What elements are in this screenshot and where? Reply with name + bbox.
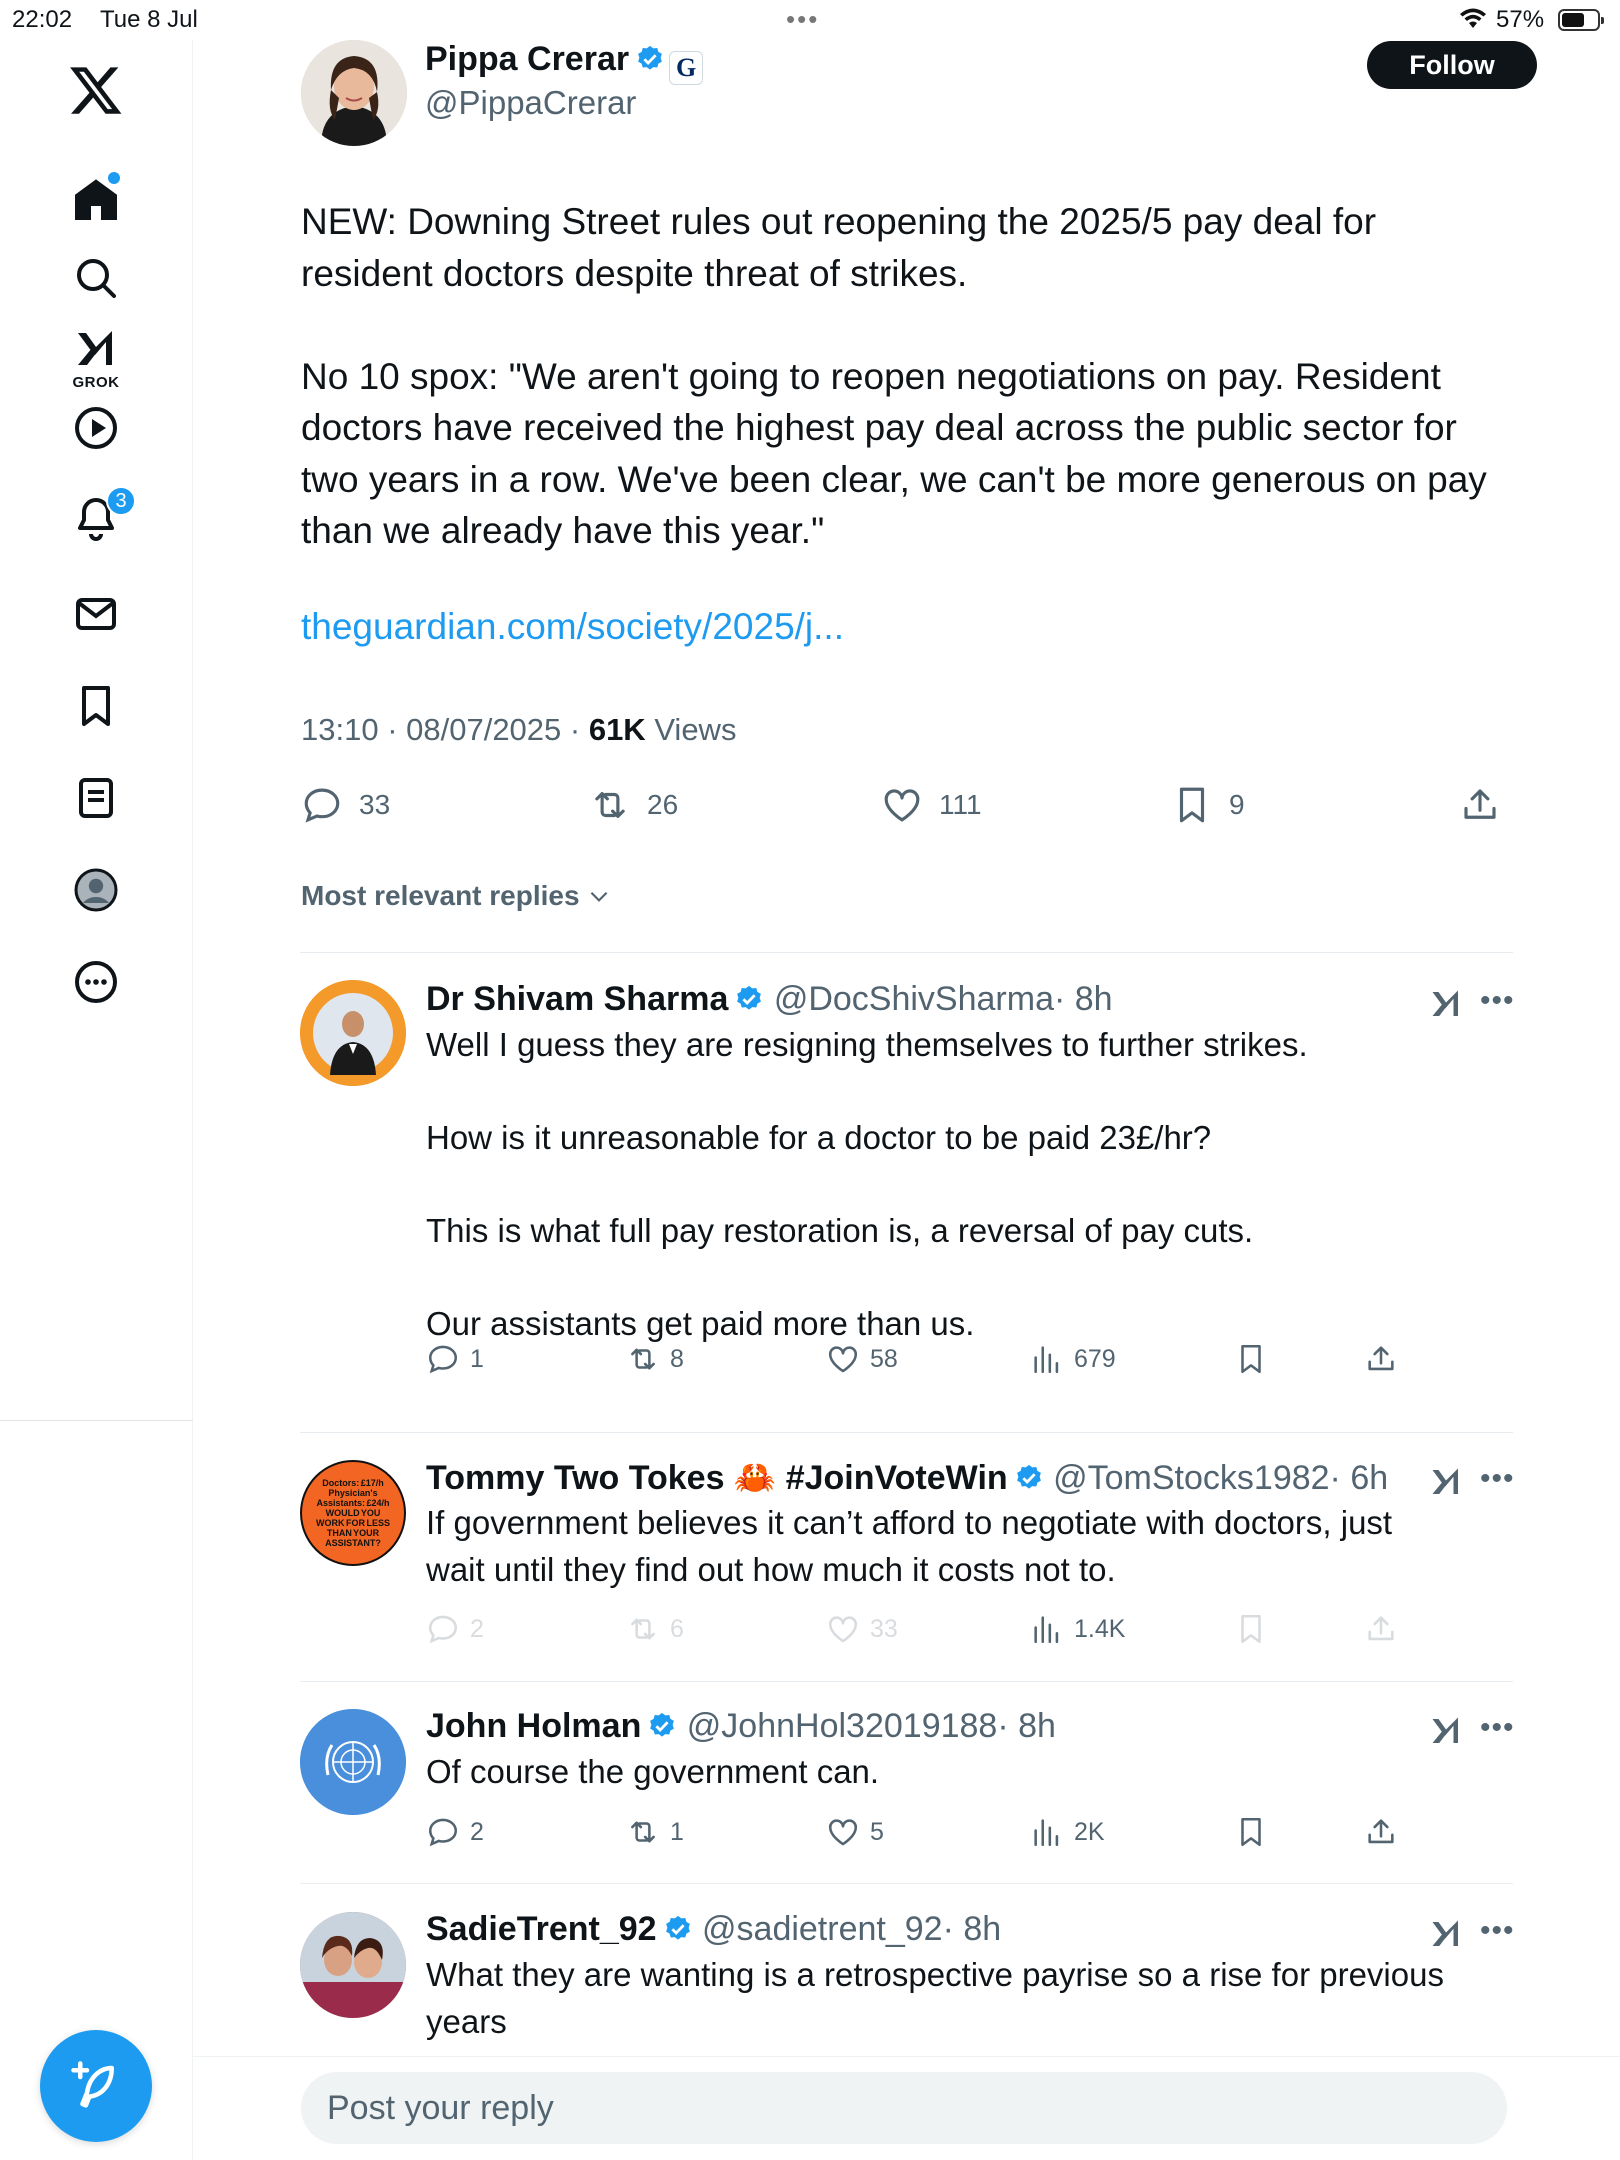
author-handle[interactable]: @PippaCrerar — [425, 84, 637, 121]
reply-header — [426, 1910, 1001, 1949]
heart-icon — [826, 1342, 860, 1376]
reply-author-name[interactable]: John Holman — [426, 1707, 642, 1745]
sidebar-item-bookmarks[interactable] — [60, 670, 132, 742]
reply-count: 33 — [359, 789, 391, 820]
tweet-link[interactable]: theguardian.com/society/2025/j... — [301, 606, 844, 647]
divider — [300, 1432, 1513, 1433]
reply-actions — [426, 1815, 1426, 1855]
bookmark-icon — [72, 682, 120, 730]
reply-author-name[interactable]: Dr Shivam Sharma — [426, 980, 729, 1018]
reply-avatar[interactable] — [300, 1460, 406, 1566]
reply-count: 2 — [470, 1817, 484, 1846]
author-name-row — [425, 40, 703, 85]
x-logo-icon[interactable] — [60, 54, 132, 126]
reply-icon — [426, 1612, 460, 1646]
reply-text: Well I guess they are resigning themselves to further strikes. How is it unreasonable for a doctor to be paid 23£/hr? This is what full pay restoration is, a reversal of pay cuts. Our assistants get paid more than us. — [426, 1026, 1308, 1342]
tweet-views-count: 61K — [588, 712, 646, 747]
reply-author-name[interactable]: SadieTrent_92 — [426, 1910, 657, 1948]
reply-icon — [426, 1342, 460, 1376]
analytics-icon — [1030, 1815, 1064, 1849]
sidebar-item-more[interactable] — [60, 946, 132, 1018]
bookmark-icon — [1234, 1342, 1268, 1376]
reply-header — [426, 1458, 1388, 1498]
reply-icon — [301, 784, 343, 826]
bookmark-icon — [1234, 1815, 1268, 1849]
multitask-dots-icon[interactable]: ••• — [786, 4, 820, 34]
status-time: 22:02 — [12, 6, 73, 33]
share-icon — [1364, 1815, 1398, 1849]
un-emblem-icon — [300, 1709, 406, 1815]
sidebar-item-search[interactable] — [60, 242, 132, 314]
views-count: 1.4K — [1074, 1614, 1126, 1643]
verified-badge-icon — [647, 1711, 677, 1741]
tweet-meta — [301, 712, 736, 748]
heart-icon — [826, 1612, 860, 1646]
share-icon — [1459, 784, 1501, 826]
repost-count: 6 — [670, 1614, 684, 1643]
reply-count: 1 — [470, 1344, 484, 1373]
like-count: 33 — [870, 1614, 898, 1643]
bookmark-icon — [1171, 784, 1213, 826]
notifications-badge: 3 — [106, 486, 136, 516]
verified-badge-icon — [663, 1914, 693, 1944]
bookmark-count: 9 — [1229, 789, 1245, 820]
reply-avatar[interactable] — [300, 1709, 406, 1815]
author-name[interactable]: Pippa Crerar — [425, 40, 630, 78]
repost-button[interactable] — [626, 1815, 684, 1849]
share-button[interactable] — [1364, 1612, 1408, 1646]
replies-sort-label: Most relevant replies — [301, 880, 580, 911]
sidebar — [0, 40, 193, 2160]
divider — [300, 952, 1513, 953]
reply-text: If government believes it can’t afford to negotiate with doctors, just wait until they find out how much it costs not to. — [426, 1504, 1393, 1588]
more-options-icon[interactable]: ••• — [1480, 1711, 1515, 1744]
reply-header — [426, 980, 1113, 1019]
divider — [300, 1681, 1513, 1682]
repost-count: 1 — [670, 1817, 684, 1846]
reply-text: Of course the government can. — [426, 1753, 880, 1790]
tweet-text: NEW: Downing Street rules out reopening the 2025/5 pay deal for resident doctors despite threat of strikes. No 10 spox: "We aren't going to reopen negotiations on pay. Resident doctors have received the highest pay deal across the public sector for two years in a row. We've been clear, we can't be more generous on pay than we already have this year." — [301, 201, 1487, 551]
chevron-down-icon — [586, 883, 612, 909]
sidebar-item-articles[interactable] — [60, 762, 132, 834]
article-icon — [72, 774, 120, 822]
share-icon — [1364, 1612, 1398, 1646]
replies-sort-dropdown[interactable] — [301, 880, 612, 912]
views-button[interactable] — [1030, 1815, 1105, 1849]
sidebar-item-home[interactable] — [60, 164, 132, 236]
reply-time: · 8h — [997, 1707, 1056, 1745]
reply-author-handle[interactable]: @DocShivSharma — [773, 980, 1054, 1018]
reply-author-handle[interactable]: @TomStocks1982 — [1053, 1459, 1330, 1497]
reply-actions — [426, 1612, 1426, 1652]
views-button[interactable] — [1030, 1612, 1125, 1646]
share-button[interactable] — [1459, 784, 1517, 826]
reply-button[interactable] — [426, 1342, 484, 1376]
like-count: 111 — [939, 789, 982, 820]
share-icon — [1364, 1342, 1398, 1376]
status-bar — [0, 0, 1620, 40]
verified-badge-icon — [1014, 1463, 1044, 1493]
views-count: 679 — [1074, 1344, 1116, 1373]
bookmark-button[interactable] — [1234, 1342, 1278, 1376]
verified-badge-icon — [635, 44, 665, 74]
repost-icon — [626, 1612, 660, 1646]
envelope-icon — [72, 590, 120, 638]
tweet-actions — [301, 784, 1551, 840]
repost-button[interactable] — [626, 1612, 684, 1646]
play-icon — [72, 404, 120, 452]
reply-author-handle[interactable]: @sadietrent_92 — [702, 1910, 943, 1948]
repost-icon — [626, 1342, 660, 1376]
analytics-icon — [1030, 1342, 1064, 1376]
tweet-timestamp[interactable]: 13:10 · 08/07/2025 · — [301, 712, 589, 747]
repost-count: 8 — [670, 1344, 684, 1373]
compose-post-button[interactable] — [40, 2030, 152, 2142]
reply-composer-bar — [193, 2056, 1620, 2160]
reply-button[interactable] — [426, 1815, 484, 1849]
reply-author-name[interactable]: Tommy Two Tokes 🦀 #JoinVoteWin — [426, 1459, 1008, 1497]
bookmark-icon — [1234, 1612, 1268, 1646]
sidebar-item-video[interactable] — [60, 392, 132, 464]
reply-button[interactable] — [301, 784, 390, 826]
more-circle-icon — [72, 958, 120, 1006]
search-icon — [72, 254, 120, 302]
heart-icon — [826, 1815, 860, 1849]
like-count: 58 — [870, 1344, 898, 1373]
repost-icon — [626, 1815, 660, 1849]
views-count: 2K — [1074, 1817, 1105, 1846]
home-unread-dot — [108, 172, 120, 184]
wifi-icon — [1458, 6, 1488, 30]
analytics-icon — [1030, 1612, 1064, 1646]
reply-avatar[interactable] — [300, 1912, 406, 2018]
bookmark-button[interactable] — [1171, 784, 1245, 826]
share-button[interactable] — [1364, 1815, 1408, 1849]
reply-avatar[interactable] — [300, 980, 406, 1086]
tweet-views-label: Views — [645, 712, 737, 747]
views-button[interactable] — [1030, 1342, 1116, 1376]
bookmark-button[interactable] — [1234, 1815, 1278, 1849]
verified-badge-icon — [734, 984, 764, 1014]
battery-percent: 57% — [1496, 6, 1545, 33]
author-avatar[interactable] — [301, 40, 407, 146]
repost-button[interactable] — [626, 1342, 684, 1376]
profile-avatar-icon — [72, 866, 120, 914]
more-options-icon[interactable]: ••• — [1480, 1914, 1515, 1947]
grok-label: GROK — [72, 374, 120, 391]
more-options-icon[interactable]: ••• — [1480, 984, 1515, 1017]
grok-explain-icon[interactable] — [1428, 1462, 1464, 1502]
divider — [300, 1883, 1513, 1884]
status-date: Tue 8 Jul — [100, 6, 198, 33]
sidebar-item-messages[interactable] — [60, 578, 132, 650]
sidebar-item-notifications[interactable] — [60, 482, 132, 554]
heart-icon — [881, 784, 923, 826]
battery-icon — [1558, 9, 1600, 31]
share-button[interactable] — [1364, 1342, 1408, 1376]
grok-explain-icon[interactable] — [1428, 1914, 1464, 1954]
like-button[interactable] — [826, 1815, 884, 1849]
reply-author-handle[interactable]: @JohnHol32019188 — [686, 1707, 998, 1745]
feather-plus-icon — [69, 2059, 123, 2113]
reply-button[interactable] — [426, 1612, 484, 1646]
like-button[interactable] — [826, 1612, 898, 1646]
reply-actions — [426, 1342, 1426, 1382]
reply-icon — [426, 1815, 460, 1849]
reply-header — [426, 1707, 1056, 1746]
reply-count: 2 — [470, 1614, 484, 1643]
reply-text: What they are wanting is a retrospective payrise so a rise for previous years — [426, 1956, 1444, 2040]
repost-icon — [589, 784, 631, 826]
reply-avatar-text: Doctors: £17/h Physician's Assistants: £24/h WOULD YOU WORK FOR LESS THAN YOUR ASSISTANT? — [316, 1478, 390, 1548]
repost-button[interactable] — [589, 784, 678, 826]
like-button[interactable] — [881, 784, 982, 826]
grok-explain-icon[interactable] — [1428, 984, 1464, 1024]
grok-explain-icon[interactable] — [1428, 1711, 1464, 1751]
sidebar-item-grok[interactable] — [60, 320, 132, 392]
reply-input[interactable] — [301, 2072, 1507, 2144]
reply-time: · 6h — [1329, 1459, 1389, 1497]
repost-count: 26 — [647, 789, 679, 820]
guardian-affiliate-icon[interactable]: G — [669, 51, 703, 85]
follow-button[interactable]: Follow — [1367, 41, 1537, 89]
sidebar-item-profile[interactable] — [60, 854, 132, 926]
bookmark-button[interactable] — [1234, 1612, 1278, 1646]
sidebar-divider — [0, 1420, 193, 1421]
reply-time: · 8h — [1053, 980, 1113, 1018]
more-options-icon[interactable]: ••• — [1480, 1462, 1515, 1495]
like-button[interactable] — [826, 1342, 898, 1376]
grok-icon — [72, 325, 120, 373]
reply-time: · 8h — [942, 1910, 1002, 1948]
like-count: 5 — [870, 1817, 884, 1846]
